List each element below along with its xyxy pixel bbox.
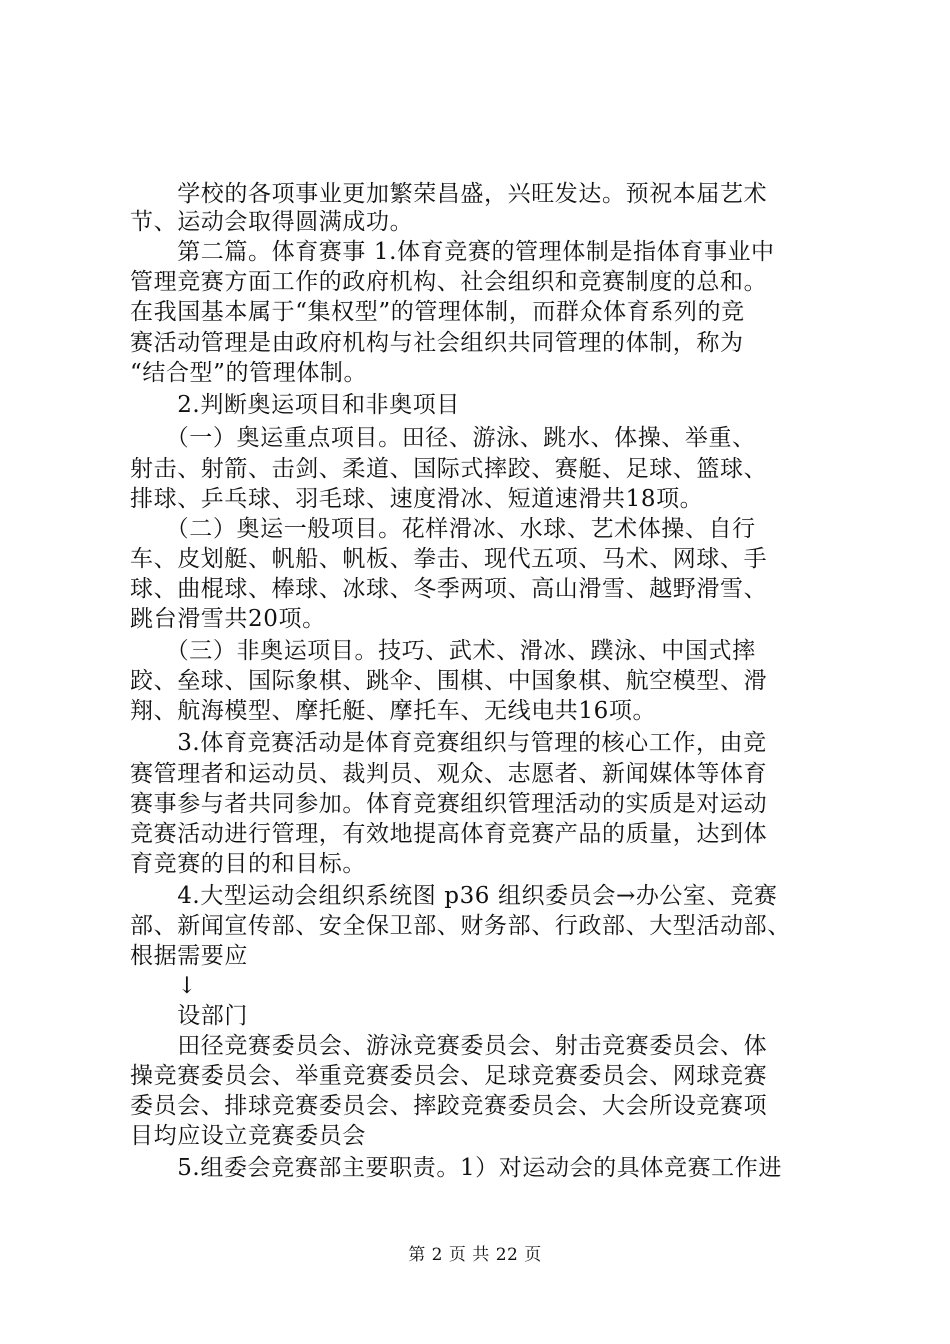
body-text-line: 学校的各项事业更加繁荣昌盛，兴旺发达。预祝本届艺术 (130, 181, 768, 207)
body-text-line: 目均应设立竞赛委员会 (130, 1123, 366, 1149)
body-text-line: 球、曲棍球、棒球、冰球、冬季两项、高山滑雪、越野滑雪、 (130, 576, 768, 602)
body-text-line: 3.体育竞赛活动是体育竞赛组织与管理的核心工作，由竞 (130, 730, 767, 756)
body-text-line: 赛活动管理是由政府机构与社会组织共同管理的体制，称为 (130, 330, 744, 356)
body-text-line: 设部门 (130, 1003, 248, 1029)
body-text-line: 翔、航海模型、摩托艇、摩托车、无线电共16项。 (130, 698, 657, 724)
body-text-line: 跳台滑雪共20项。 (130, 606, 326, 632)
body-text-line: 射击、射箭、击剑、柔道、国际式摔跤、赛艇、足球、篮球、 (130, 456, 768, 482)
body-text-line: 根据需要应 (130, 943, 248, 969)
body-text-line: 节、运动会取得圆满成功。 (130, 209, 414, 235)
body-text-line: 2.判断奥运项目和非奥项目 (130, 392, 460, 418)
body-text-line: 田径竞赛委员会、游泳竞赛委员会、射击竞赛委员会、体 (130, 1033, 768, 1059)
body-text-line: 管理竞赛方面工作的政府机构、社会组织和竞赛制度的总和。 (130, 269, 768, 295)
body-text-line: （二）奥运一般项目。花样滑冰、水球、艺术体操、自行 (130, 516, 756, 542)
body-text-line: 竞赛活动进行管理，有效地提高体育竞赛产品的质量，达到体 (130, 821, 768, 847)
body-text-line: （三）非奥运项目。技巧、武术、滑冰、蹼泳、中国式摔 (130, 638, 756, 664)
body-text-line: 操竞赛委员会、举重竞赛委员会、足球竞赛委员会、网球竞赛 (130, 1063, 768, 1089)
body-text-line: （一）奥运重点项目。田径、游泳、跳水、体操、举重、 (130, 425, 756, 451)
body-text-line: 赛事参与者共同参加。体育竞赛组织管理活动的实质是对运动 (130, 791, 768, 817)
body-text-line: “结合型”的管理体制。 (130, 360, 368, 386)
body-text-line: 部、新闻宣传部、安全保卫部、财务部、行政部、大型活动部、 (130, 913, 791, 939)
body-text-line: 在我国基本属于“集权型”的管理体制，而群众体育系列的竞 (130, 299, 745, 325)
body-text-line: 5.组委会竞赛部主要职责。1）对运动会的具体竞赛工作进 (130, 1155, 782, 1181)
body-text-line: 赛管理者和运动员、裁判员、观众、志愿者、新闻媒体等体育 (130, 761, 768, 787)
arrow-line: ↓ (130, 973, 198, 999)
body-text-line: 跤、垒球、国际象棋、跳伞、围棋、中国象棋、航空模型、滑 (130, 668, 768, 694)
body-text-line: 委员会、排球竞赛委员会、摔跤竞赛委员会、大会所设竞赛项 (130, 1093, 768, 1119)
body-text-line: 车、皮划艇、帆船、帆板、拳击、现代五项、马术、网球、手 (130, 546, 768, 572)
page-number-footer: 第 2 页 共 22 页 (408, 1245, 542, 1265)
body-text-line: 第二篇。体育赛事 1.体育竞赛的管理体制是指体育事业中 (130, 239, 775, 265)
body-text-line: 排球、乒乓球、羽毛球、速度滑冰、短道速滑共18项。 (130, 486, 704, 512)
body-text-line: 育竞赛的目的和目标。 (130, 851, 366, 877)
body-text-line: 4.大型运动会组织系统图 p36 组织委员会→办公室、竞赛 (130, 883, 778, 909)
